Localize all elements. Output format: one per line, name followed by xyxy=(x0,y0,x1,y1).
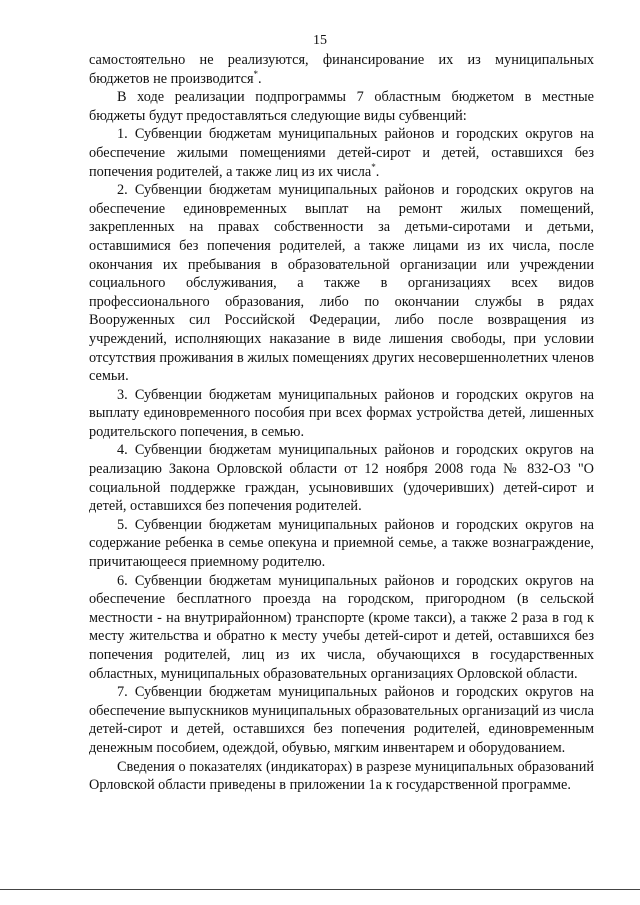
paragraph-continuation: самостоятельно не реализуются, финансирование их из муниципальных бюджетов не производится*. xyxy=(89,52,594,87)
bottom-edge-line xyxy=(0,889,640,890)
paragraph-item-3: 3. Субвенции бюджетам муниципальных районов и городских округов на выплату единовременного пособия при всех формах устройства детей, лишенных родительского попечения, в семью. xyxy=(89,386,594,440)
paragraph-item-5: 5. Субвенции бюджетам муниципальных районов и городских округов на содержание ребенка в семье опекуна и приемной семье, а также вознаграждение, причитающееся приемному родителю. xyxy=(89,516,594,571)
paragraph-item-4: 4. Субвенции бюджетам муниципальных районов и городских округов на реализацию Закона Орловской области от 12 ноября 2008 года № 832-ОЗ "О социальной поддержке граждан, усыновивших (удочеривших) детей-сирот и детей, оставшихся без попечения родителей. xyxy=(89,442,594,515)
footnote-mark: * xyxy=(371,161,376,172)
paragraph-item-1: 1. Субвенции бюджетам муниципальных районов и городских округов на обеспечение жилыми помещениями детей-сирот и детей, оставшихся без попечения родителей, а также лиц из их числа*. xyxy=(89,126,594,180)
page-number: 15 xyxy=(313,33,327,48)
paragraph-intro: В ходе реализации подпрограммы 7 областным бюджетом в местные бюджеты будут предоставляться следующие виды субвенций: xyxy=(89,89,594,124)
paragraph-item-7: 7. Субвенции бюджетам муниципальных районов и городских округов на обеспечение выпускников муниципальных образовательных организаций из числа детей-сирот и детей, оставшихся без попечения родителей, единовременным денежным пособием, одеждой, обувью, мягким инвентарем и оборудованием. xyxy=(89,684,594,756)
body-text xyxy=(89,51,594,795)
footnote-mark: * xyxy=(253,68,259,79)
paragraph-item-2: 2. Субвенции бюджетам муниципальных районов и городских округов на обеспечение единовременных выплат на ремонт жилых помещений, закрепленных на правах собственности за детьми-сиротами и детьми, оставшимися без попечения родителей, а также лицами из их числа, после окончания их пребывания в образовательной организации или учреждении социального обслуживания, а также в организациях всех видов профессионального образования, либо по окончании службы в рядах Вооруженных сил Российской Федерации, либо после возвращения из учреждений, исполняющих наказание в виде лишения свободы, при условии отсутствия проживания в жилых помещениях других несовершеннолетних членов семьи. xyxy=(89,182,594,385)
paragraph-closing: Сведения о показателях (индикаторах) в разрезе муниципальных образований Орловской области приведены в приложении 1а к государственной программе. xyxy=(89,758,594,794)
paragraph-item-6: 6. Субвенции бюджетам муниципальных районов и городских округов на обеспечение бесплатного проезда на городском, пригородном (в сельской местности - на внутрирайонном) транспорте (кроме такси), а также 2 раза в год к месту жительства и обратно к месту учебы детей-сирот и детей, оставшихся без попечения родителей, лиц из их числа, обучающихся в государственных областных, муниципальных образовательных организациях Орловской области. xyxy=(89,572,594,682)
